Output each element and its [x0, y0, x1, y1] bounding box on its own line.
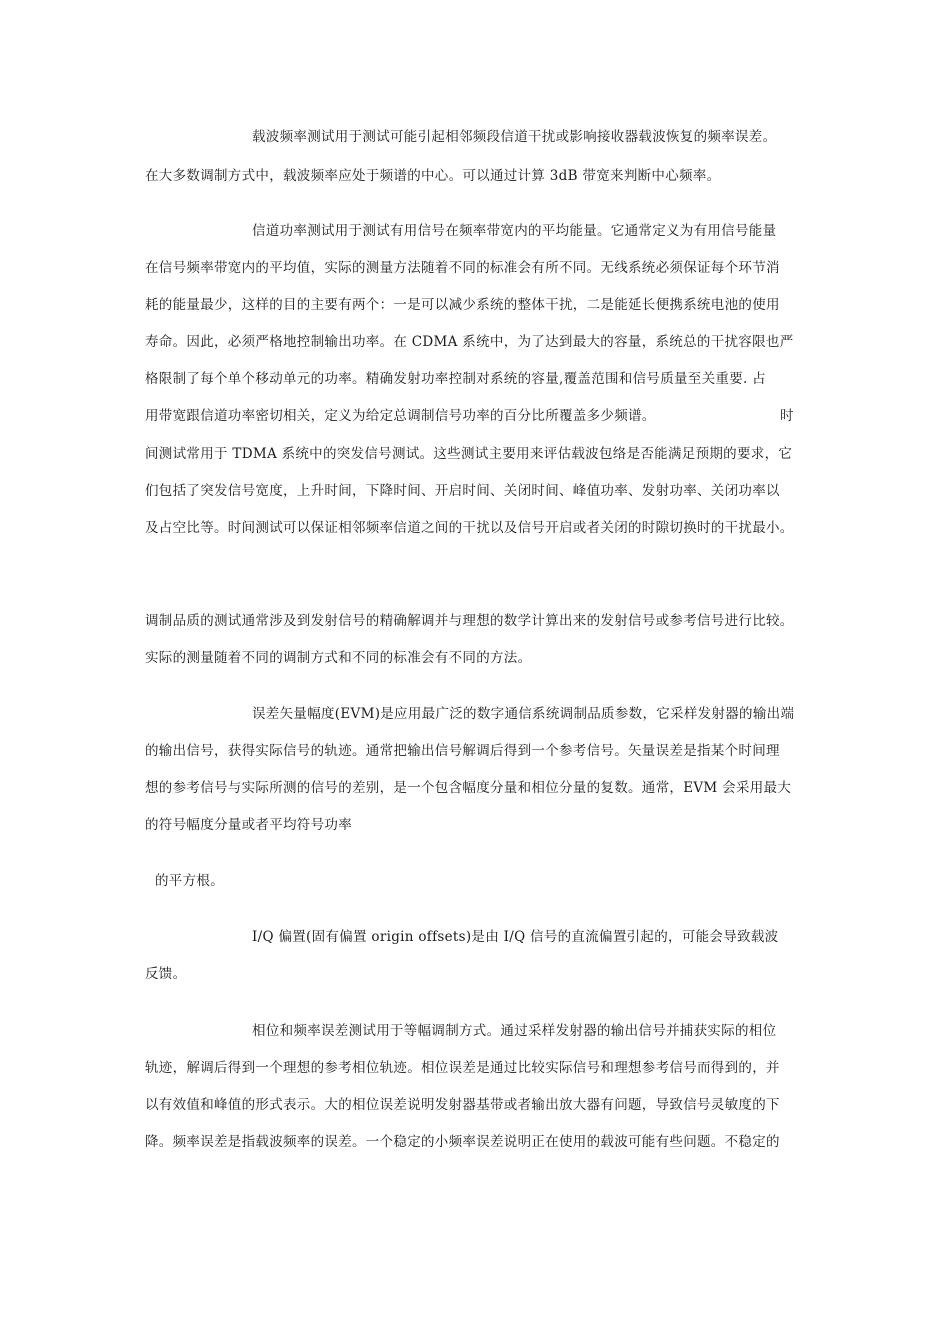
paragraph-line: 耗的能量最少，这样的目的主要有两个：一是可以减少系统的整体干扰，二是能延长便携系统电池的使用	[145, 297, 780, 313]
paragraph-line: 格限制了每个单个移动单元的功率。精确发射功率控制对系统的容量,覆盖范围和信号质量至关重要. 占	[145, 371, 766, 387]
paragraph-line: 的输出信号，获得实际信号的轨迹。通常把输出信号解调后得到一个参考信号。矢量误差是指某个时间理	[145, 743, 780, 759]
paragraph-line: 反馈。	[145, 966, 187, 982]
paragraph-line: 寿命。因此，必须严格地控制输出功率。在 CDMA 系统中，为了达到最大的容量，系统总的干扰容限也严	[145, 334, 794, 350]
paragraph-line: I/Q 偏置(固有偏置 origin offsets)是由 I/Q 信号的直流偏置引起的，可能会导致载波	[252, 929, 779, 945]
paragraph-line: 的符号幅度分量或者平均符号功率	[145, 817, 352, 833]
paragraph-line: 间测试常用于 TDMA 系统中的突发信号测试。这些测试主要用来评估载波包络是否能满足预期的要求，它	[145, 446, 793, 462]
paragraph-line: 时	[780, 408, 794, 424]
paragraph-line: 轨迹，解调后得到一个理想的参考相位轨迹。相位误差是通过比较实际信号和理想参考信号而得到的，并	[145, 1060, 780, 1076]
paragraph-line: 在信号频率带宽内的平均值，实际的测量方法随着不同的标准会有所不同。无线系统必须保证每个环节消	[145, 260, 780, 276]
paragraph-line: 实际的测量随着不同的调制方式和不同的标准会有不同的方法。	[145, 650, 532, 666]
paragraph-line: 在大多数调制方式中，载波频率应处于频谱的中心。可以通过计算 3dB 带宽来判断中心频率。	[145, 168, 721, 184]
paragraph-line: 信道功率测试用于测试有用信号在频率带宽内的平均能量。它通常定义为有用信号能量	[252, 223, 777, 239]
paragraph-line: 们包括了突发信号宽度，上升时间，下降时间、开启时间、关闭时间、峰值功率、发射功率、关闭功率以	[145, 483, 780, 499]
paragraph-line: 载波频率测试用于测试可能引起相邻频段信道干扰或影响接收器载波恢复的频率误差。	[252, 129, 777, 145]
paragraph-line: 调制品质的测试通常涉及到发射信号的精确解调并与理想的数学计算出来的发射信号或参考信号进行比较。	[145, 613, 794, 629]
paragraph-line: 用带宽跟信道功率密切相关，定义为给定总调制信号功率的百分比所覆盖多少频谱。	[145, 408, 656, 424]
paragraph-line: 及占空比等。时间测试可以保证相邻频率信道之间的干扰以及信号开启或者关闭的时隙切换时的干扰最小。	[145, 520, 794, 536]
paragraph-line: 降。频率误差是指载波频率的误差。一个稳定的小频率误差说明正在使用的载波可能有些问题。不稳定的	[145, 1134, 780, 1150]
paragraph-line: 相位和频率误差测试用于等幅调制方式。通过采样发射器的输出信号并捕获实际的相位	[252, 1023, 777, 1039]
paragraph-line: 的平方根。	[155, 873, 224, 889]
paragraph-line: 误差矢量幅度(EVM)是应用最广泛的数字通信系统调制品质参数，它采样发射器的输出端	[252, 706, 795, 722]
paragraph-line: 以有效值和峰值的形式表示。大的相位误差说明发射器基带或者输出放大器有问题，导致信号灵敏度的下	[145, 1097, 780, 1113]
paragraph-line: 想的参考信号与实际所测的信号的差别，是一个包含幅度分量和相位分量的复数。通常，EVM 会采用最大	[145, 780, 792, 796]
